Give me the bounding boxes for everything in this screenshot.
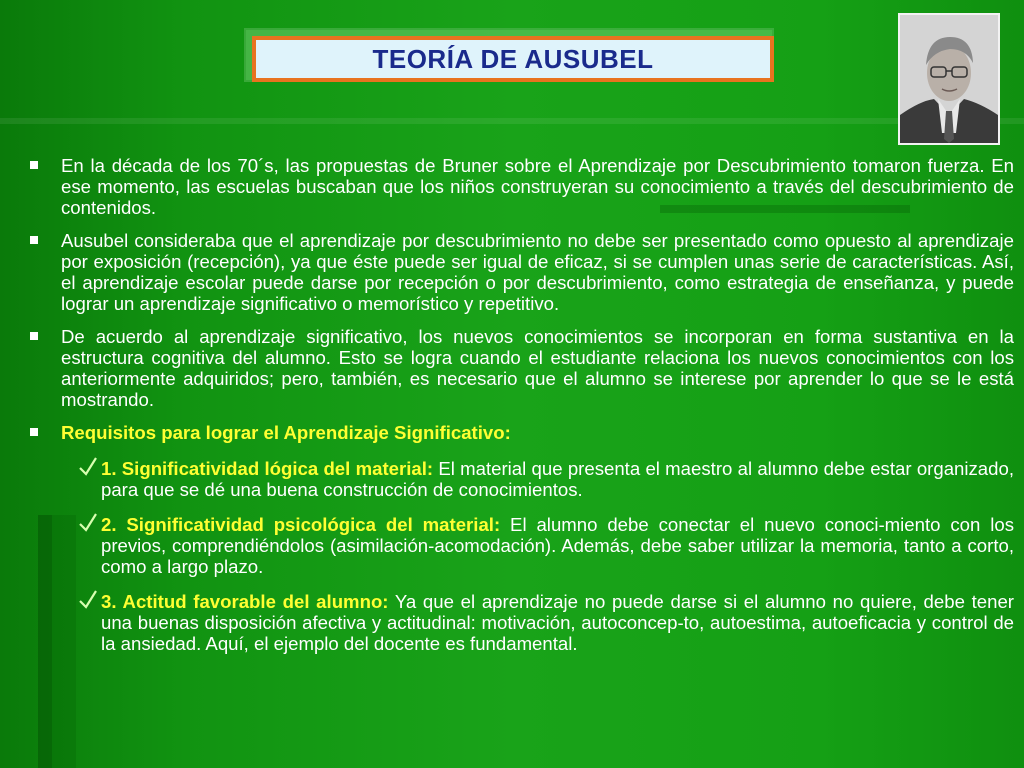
slide-content xyxy=(30,155,1014,668)
paragraph-text: Ausubel consideraba que el aprendizaje por descubrimiento no debe ser presentado como opuesto al aprendizaje por exposición (recepción), ya que éste puede ser igual de eficaz, si se cumplen unas serie de características. Así, el aprendizaje escolar puede darse por recepción o por descubrimiento, como estrategia de enseñanza, y puede lograr un aprendizaje significativo o memorístico y repetitivo. xyxy=(61,230,1014,314)
requirement-item xyxy=(30,514,1014,577)
bullet-paragraph xyxy=(30,155,1014,218)
requirement-item xyxy=(30,458,1014,500)
checkmark-icon xyxy=(78,512,98,534)
paragraph-text: En la década de los 70´s, las propuestas de Bruner sobre el Aprendizaje por Descubrimiento tomaron fuerza. En ese momento, las escuelas buscaban que los niños construyeran su conocimiento a través del descubrimiento de contenidos. xyxy=(61,155,1014,218)
requirement-lead: 2. Significatividad psicológica del material: xyxy=(101,514,501,535)
background-stripe xyxy=(0,118,1024,124)
checkmark-icon xyxy=(78,456,98,478)
requirement-lead: 1. Significatividad lógica del material: xyxy=(101,458,434,479)
square-bullet-icon xyxy=(30,236,38,244)
portrait-photo-icon xyxy=(900,15,998,143)
requirements-heading xyxy=(30,422,1014,443)
requirement-lead: 3. Actitud favorable del alumno: xyxy=(101,591,389,612)
portrait-photo xyxy=(898,13,1000,145)
title-box xyxy=(252,36,774,82)
square-bullet-icon xyxy=(30,428,38,436)
bullet-paragraph xyxy=(30,230,1014,314)
paragraph-text: De acuerdo al aprendizaje significativo, los nuevos conocimientos se incorporan en forma sustantiva en la estructura cognitiva del alumno. Esto se logra cuando el estudiante relaciona los nuevos conocimientos con los anteriormente adquiridos; pero, también, es necesario que el alumno se interese por aprender lo que se le está mostrando. xyxy=(61,326,1014,410)
requirement-text: Ya que el aprendizaje no puede darse si el alumno no quiere, debe tener una buenas disposición afectiva y actitudinal: motivación, autoconcep-to, autoestima, autoeficacia y control de la ansiedad. Aquí, el ejemplo del docente es fundamental. xyxy=(101,591,1015,654)
requirement-text: El alumno debe conectar el nuevo conoci-miento con los previos, comprendiéndolos (asimilación-acomodación). Además, debe saber utilizar la memoria, tanto a corto, como a largo plazo. xyxy=(101,514,1014,577)
requirement-text: El material que presenta el maestro al alumno debe estar organizado, para que se dé una buena construcción de conocimientos. xyxy=(101,458,1014,500)
slide-title: TEORÍA DE AUSUBEL xyxy=(372,43,654,74)
square-bullet-icon xyxy=(30,161,38,169)
bullet-paragraph xyxy=(30,326,1014,410)
requirement-item xyxy=(30,591,1014,654)
requirements-heading-text: Requisitos para lograr el Aprendizaje Significativo: xyxy=(61,422,511,443)
checkmark-icon xyxy=(78,589,98,611)
square-bullet-icon xyxy=(30,332,38,340)
